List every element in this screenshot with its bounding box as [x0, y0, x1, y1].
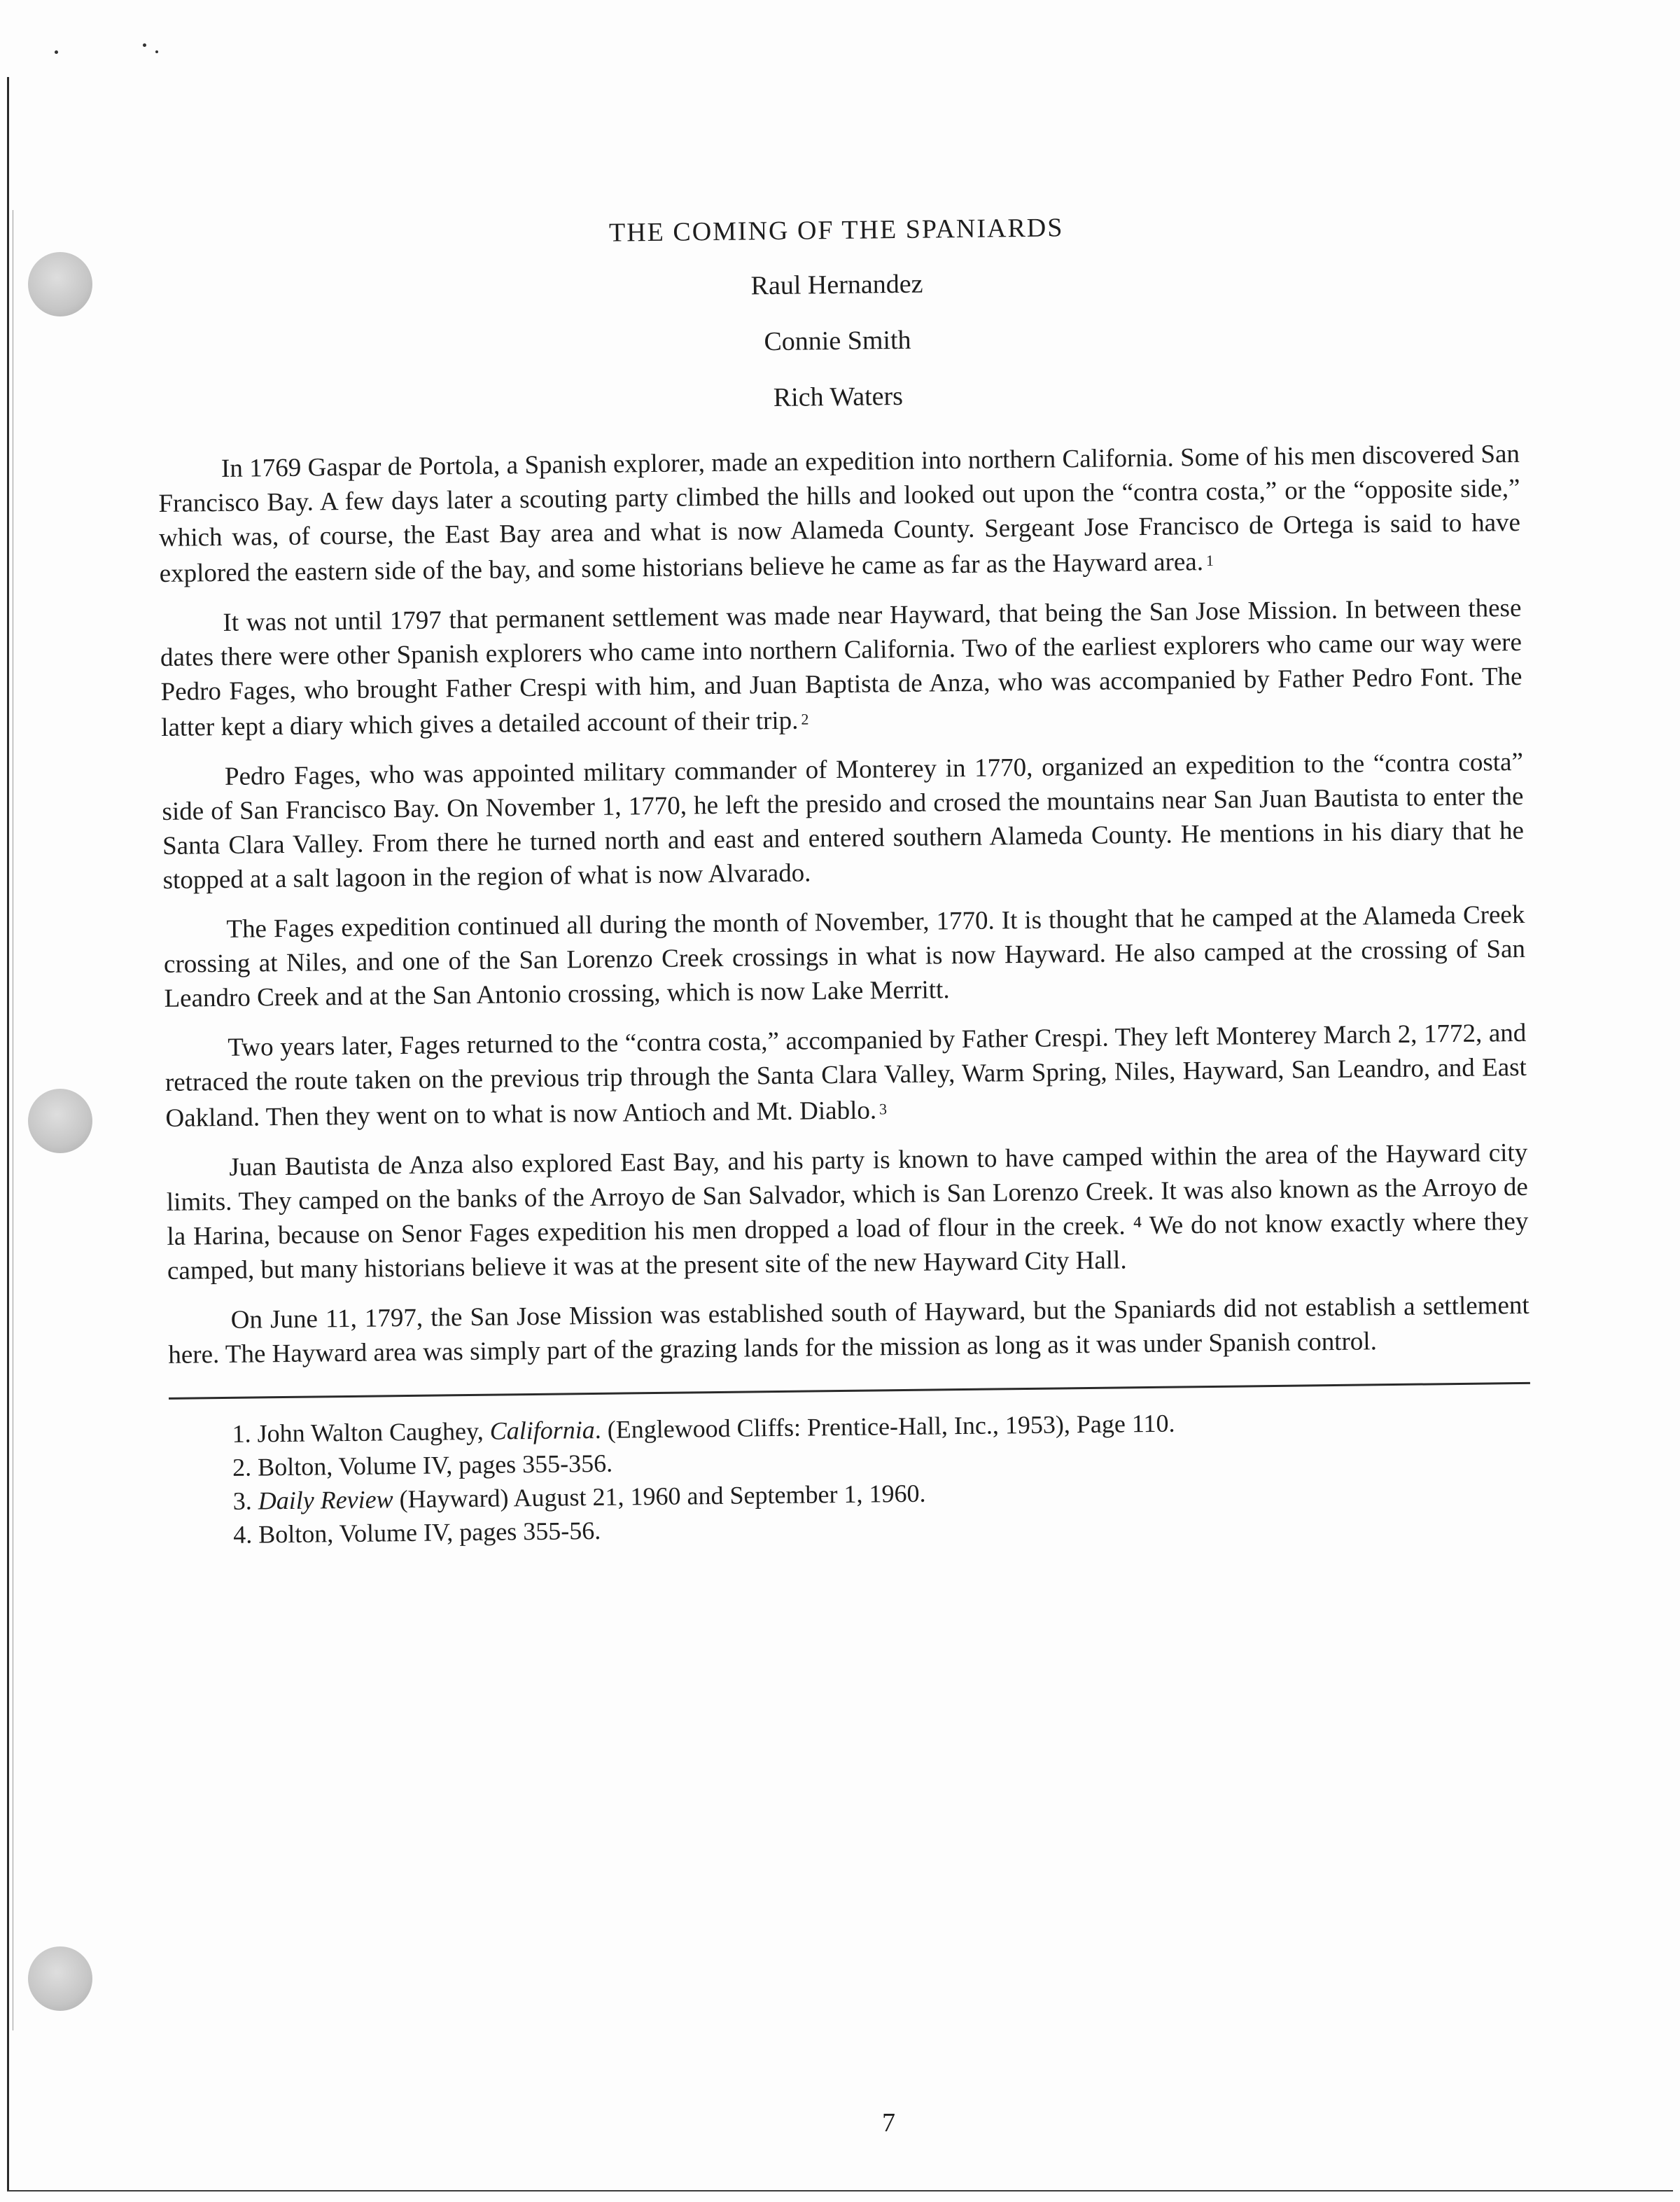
paragraph-text: Pedro Fages, who was appointed military commander of Monterey in 1770, organized an expedition to the “contra costa” side of San Francisco Bay. On November 1, 1770, he left the presido and crosed the mountains near San Juan Bautista to enter the Santa Clara Valley. From there he turned north and east and entered southern Alameda County. He mentions in his diary that he stopped at a salt lagoon in the region of what is now Alvarado.	[162, 747, 1525, 895]
scan-speck	[143, 43, 146, 47]
punch-hole-bottom	[28, 1946, 92, 2011]
footnote-text: 3.	[232, 1486, 258, 1515]
footnote-text: . (Englewood Cliffs: Prentice-Hall, Inc., 1953), Page 110.	[594, 1409, 1175, 1444]
footnote-reference: 2	[801, 710, 809, 728]
scan-speck	[155, 50, 158, 53]
paragraph	[162, 745, 1525, 898]
paragraph	[168, 1288, 1530, 1372]
scan-left-edge	[7, 77, 9, 2191]
author-name: Connie Smith	[764, 325, 911, 357]
paragraph	[166, 1136, 1529, 1288]
paragraph	[164, 1016, 1527, 1136]
article-body	[158, 437, 1530, 1372]
paragraph	[160, 591, 1522, 745]
footnote-text: 2. Bolton, Volume IV, pages 355-356.	[232, 1449, 613, 1482]
paragraph-text: It was not until 1797 that permanent settlement was made near Hayward, that being the San Jose Mission. In between these dates there were other Spanish explorers who came into northern California. Two of the earliest explorers who came our way were Pedro Fages, who brought Father Crespi with him, and Juan Baptista de Anza, who was accompanied by Father Pedro Font. The latter kept a diary which gives a detailed account of their trip.	[160, 593, 1522, 742]
paragraph-text: Juan Bautista de Anza also explored East Bay, and his party is known to have camped within the area of the Hayward city limits. They camped on the banks of the Arroyo de San Salvador, which is San Lorenzo Creek. It was also known as the Arroyo de la Harina, because on Senor Fages expedition his men dropped a load of flour in the creek. ⁴ We do not know exactly where they camped, but many historians believe it was at the present site of the new Hayward City Hall.	[166, 1138, 1529, 1285]
author-name: Raul Hernandez	[750, 269, 923, 301]
scan-speck	[55, 50, 58, 54]
paragraph-text: Two years later, Fages returned to the “contra costa,” accompanied by Father Crespi. They left Monterey March 2, 1772, and retraced the route taken on the previous trip through the Santa Clara Valley, Warm Spring, Niles, Hayward, San Leandro, and East Oakland. Then they went on to what is now Antioch and Mt. Diablo.	[164, 1018, 1527, 1133]
paragraph	[158, 437, 1521, 591]
paragraph	[163, 898, 1526, 1016]
author-name: Rich Waters	[773, 381, 904, 412]
scan-bottom-edge	[7, 2190, 1673, 2191]
footnote-text: (Hayward) August 21, 1960 and September 1, 1960.	[393, 1479, 926, 1514]
punch-hole-top	[28, 252, 92, 316]
article-title: THE COMING OF THE SPANIARDS	[608, 213, 1064, 248]
footnotes	[169, 1402, 1532, 1552]
footnote-title: California	[489, 1415, 595, 1445]
paragraph-text: In 1769 Gaspar de Portola, a Spanish explorer, made an expedition into northern California. Some of his men discovered San Francisco Bay. A few days later a scouting party climbed the hills and looked out upon the “contra costa,” or the “opposite side,” which was, of course, the East Bay area and what is now Alameda County. Sergeant Jose Francisco de Ortega is said to have explored the eastern side of the bay, and some historians believe he came as far as the Hayward area.	[158, 439, 1521, 588]
footnote-text: 4. Bolton, Volume IV, pages 355-56.	[233, 1516, 601, 1549]
paragraph-text: On June 11, 1797, the San Jose Mission was established south of Hayward, but the Spaniards did not establish a settlement here. The Hayward area was simply part of the grazing lands for the mission as long as it was under Spanish control.	[168, 1290, 1530, 1370]
footnote-divider	[169, 1382, 1530, 1400]
footnote-title: Daily Review	[258, 1485, 393, 1515]
footnote-text: 1. John Walton Caughey,	[232, 1416, 490, 1448]
paragraph-text: The Fages expedition continued all during the month of November, 1770. It is thought that he camped at the Alameda Creek crossing at Niles, and one of the San Lorenzo Creek crossings in what is now Hayward. He also camped at the crossing of San Leandro Creek and at the San Antonio crossing, which is now Lake Merritt.	[163, 900, 1526, 1013]
article	[155, 207, 1532, 1552]
footnote-reference: 1	[1205, 551, 1214, 570]
footnote-reference: 3	[878, 1100, 888, 1118]
page-number: 7	[882, 2108, 895, 2138]
punch-hole-middle	[28, 1089, 92, 1153]
